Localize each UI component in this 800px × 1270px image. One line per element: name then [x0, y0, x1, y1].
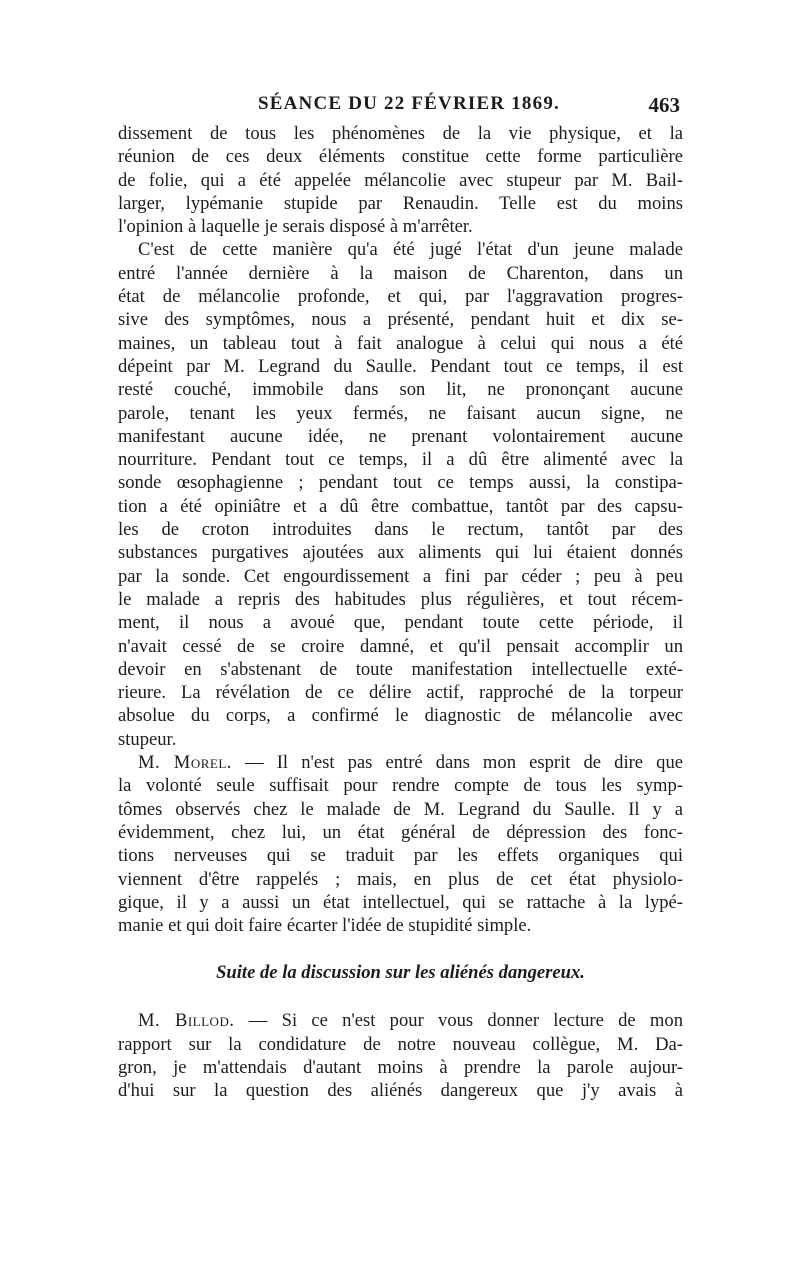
text-line: sonde œsophagienne ; pendant tout ce temps aussi, la constipa-: [118, 472, 683, 494]
text-line: devoir en s'abstenant de toute manifestation intellectuelle exté-: [118, 658, 683, 680]
text-line: dépeint par M. Legrand du Saulle. Pendant tout ce temps, il est: [118, 355, 683, 377]
text-line: [118, 1009, 683, 1032]
page-number: 463: [648, 93, 680, 117]
spacer: [118, 986, 683, 1009]
text-line: entré l'année dernière à la maison de Charenton, dans un: [118, 262, 683, 284]
speech-text: — Il n'est pas entré dans mon esprit de dire que: [245, 752, 684, 774]
speaker-name: M. Billod.: [138, 1010, 235, 1032]
text-line: les de croton introduites dans le rectum, tantôt par des: [118, 519, 683, 541]
text-line: larger, lypémanie stupide par Renaudin. Telle est du moins: [118, 192, 683, 214]
text-line: ment, il nous a avoué que, pendant toute cette période, il: [118, 612, 683, 634]
text-line: l'opinion à laquelle je serais disposé à m'arrêter.: [118, 216, 473, 238]
text-line: maines, un tableau tout à fait analogue à celui qui nous a été: [118, 332, 683, 354]
spacer: [118, 937, 683, 960]
text-line: réunion de ces deux éléments constitue cette forme particulière: [118, 146, 683, 168]
page-body: [118, 122, 683, 1103]
paragraph-morel: [118, 751, 683, 937]
text-line: resté couché, immobile dans son lit, ne prononçant aucune: [118, 379, 683, 401]
text-line: parole, tenant les yeux fermés, ne faisant aucun signe, ne: [118, 402, 683, 424]
text-line: évidemment, chez lui, un état général de dépression des fonc-: [118, 821, 683, 843]
text-line: état de mélancolie profonde, et qui, par l'aggravation progres-: [118, 286, 683, 308]
text-line: rapport sur la condidature de notre nouveau collègue, M. Da-: [118, 1033, 683, 1055]
text-line: manie et qui doit faire écarter l'idée de stupidité simple.: [118, 915, 532, 937]
text-line: [118, 751, 683, 774]
speech-text: — Si ce n'est pour vous donner lecture de mon: [248, 1010, 683, 1032]
running-head: SÉANCE DU 22 FÉVRIER 1869.: [258, 93, 560, 114]
text-line: tômes observés chez le malade de M. Legrand du Saulle. Il y a: [118, 798, 683, 820]
paragraph-charenton: [118, 238, 683, 751]
text-line: gron, je m'attendais d'autant moins à prendre la parole aujour-: [118, 1056, 683, 1078]
text-line: viennent d'être rappelés ; mais, en plus de cet état physiolo-: [118, 868, 683, 890]
text-line: la volonté seule suffisait pour rendre compte de tous les symp-: [118, 775, 683, 797]
paragraph-billod: [118, 1009, 683, 1102]
text-line: dissement de tous les phénomènes de la vie physique, et la: [118, 123, 683, 144]
text-line: C'est de cette manière qu'a été jugé l'état d'un jeune malade: [138, 239, 683, 261]
text-line: tions nerveuses qui se traduit par les effets organiques qui: [118, 845, 683, 867]
text-line: n'avait cessé de se croire damné, et qu'il pensait accomplir un: [118, 635, 683, 657]
text-line: le malade a repris des habitudes plus régulières, et tout récem-: [118, 588, 683, 610]
paragraph-continuation: [118, 122, 683, 238]
text-line: par la sonde. Cet engourdissement a fini par céder ; peu à peu: [118, 565, 683, 587]
text-line: rieure. La révélation de ce délire actif, rapproché de la torpeur: [118, 682, 683, 704]
text-line: sive des symptômes, nous a présenté, pendant huit et dix se-: [118, 309, 683, 331]
speaker-name: M. Morel.: [138, 752, 232, 774]
text-line: de folie, qui a été appelée mélancolie avec stupeur par M. Bail-: [118, 169, 683, 191]
section-title: Suite de la discussion sur les aliénés dangereux.: [216, 962, 585, 984]
text-line: d'hui sur la question des aliénés dangereux que j'y avais à: [118, 1080, 683, 1102]
text-line: nourriture. Pendant tout ce temps, il a dû être alimenté avec la: [118, 449, 683, 471]
text-line: manifestant aucune idée, ne prenant volontairement aucune: [118, 425, 683, 447]
text-line: substances purgatives ajoutées aux aliments qui lui étaient donnés: [118, 542, 683, 564]
text-line: absolue du corps, a confirmé le diagnostic de mélancolie avec: [118, 705, 683, 727]
text-line: tion a été opiniâtre et a dû être combattue, tantôt par des capsu-: [118, 495, 683, 517]
text-line: stupeur.: [118, 728, 177, 750]
page-header: [118, 93, 680, 121]
text-line: gique, il y a aussi un état intellectuel, qui se rattache à la lypé-: [118, 891, 683, 913]
